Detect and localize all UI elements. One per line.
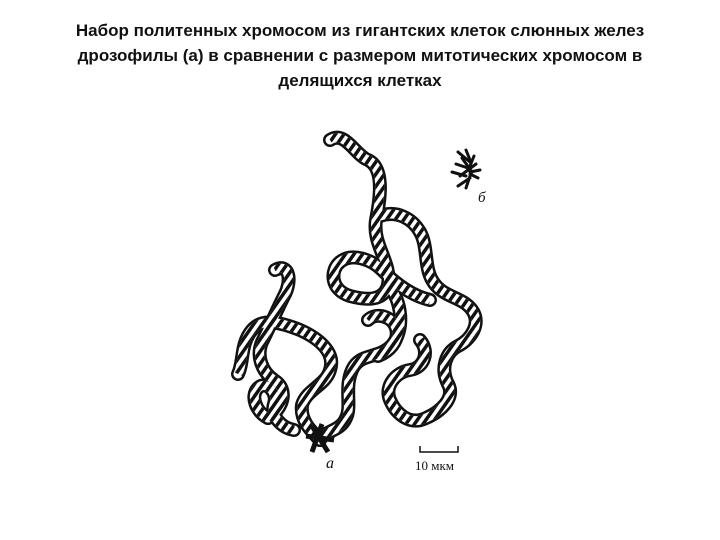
label-a: а (326, 455, 334, 472)
slide-title: Набор политенных хромосом из гигантских клеток слюнных желез дрозофилы (а) в сравнении с размером митотических хромосом в делящихся клетках (75, 21, 645, 90)
label-b: б (478, 190, 486, 206)
mitotic-chromosomes (452, 150, 480, 188)
polytene-chromosome-set (238, 138, 476, 452)
scale-bar-label: 10 мкм (415, 458, 455, 473)
scale-bar (420, 446, 458, 452)
